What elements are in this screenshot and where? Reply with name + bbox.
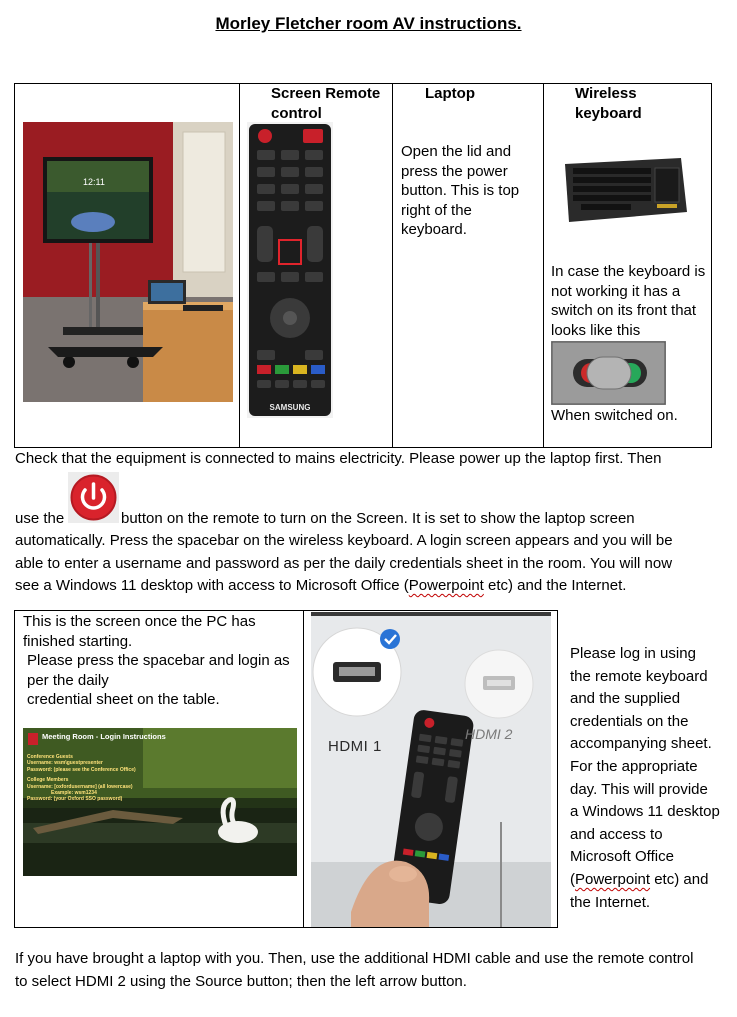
- spellcheck-word: Powerpoint: [408, 577, 484, 594]
- instructions-use-the: use the: [15, 510, 65, 527]
- svg-text:12:11: 12:11: [83, 177, 105, 187]
- login-side-text-b: [570, 756, 720, 914]
- login-line: Conference Guests: [27, 754, 73, 760]
- login-cell-line-1: This is the screen once the PC has finished starting.: [23, 613, 256, 650]
- login-screen-image: [23, 728, 297, 876]
- login-screen-details: [27, 754, 136, 803]
- instructions-line-5: [15, 576, 626, 596]
- login-side-text-a: Please log in using the remote keyboard and the supplied credentials on the accompanying sheet.: [570, 645, 712, 753]
- login-screen-title: Meeting Room - Login Instructions: [42, 732, 166, 741]
- instructions-line-2: button on the remote to turn on the Screen. It is set to show the laptop screen: [121, 510, 635, 527]
- login-cell-line-2: Please press the spacebar and login as per the daily: [27, 652, 290, 689]
- instructions-line-4: able to enter a username and password as per the daily credentials sheet in the room. You will now: [15, 555, 673, 572]
- keyboard-switch-image: [551, 341, 666, 405]
- final-instructions-line-2: to select HDMI 2 using the Source button; then the left arrow button.: [15, 973, 467, 990]
- login-line: Example: wsm1234: [51, 790, 97, 797]
- remote-brand-label: SAMSUNG: [269, 403, 311, 412]
- login-line: Password: (your Oxford SSO password): [27, 796, 123, 803]
- login-line: College Members: [27, 777, 69, 784]
- instructions-line-1: Check that the equipment is connected to mains electricity. Please power up the laptop first. Then: [15, 450, 662, 467]
- instructions-line-5-b: etc) and the Internet.: [483, 577, 627, 594]
- hdmi-source-photo: [311, 612, 551, 927]
- instructions-line-5-a: see a Windows 11 desktop with access to Microsoft Office (: [15, 577, 409, 594]
- table-divider: [239, 84, 240, 447]
- table-divider: [392, 84, 393, 447]
- login-line: Username: [oxfordusername] (all lowercase): [27, 783, 133, 790]
- table-divider: [543, 84, 544, 447]
- keyboard-switched-on-caption: When switched on.: [551, 407, 678, 424]
- login-side-text-b2: etc) and the Internet.: [570, 870, 709, 911]
- keyboard-switch-note: In case the keyboard is not working it has a switch on its front that looks like this: [551, 263, 706, 339]
- hdmi2-label: HDMI 2: [465, 726, 513, 742]
- login-cell-text: [23, 612, 298, 710]
- keyboard-header: Wireless keyboard: [575, 85, 642, 122]
- login-side-text: [570, 643, 720, 914]
- spellcheck-word: Powerpoint: [575, 870, 651, 888]
- page-title: Morley Fletcher room AV instructions.: [215, 14, 522, 33]
- table-divider: [303, 611, 304, 927]
- power-button-icon: [68, 472, 119, 523]
- login-line: Username: wsm\guestpresenter: [27, 760, 103, 767]
- screen-setup-photo: [23, 122, 233, 402]
- remote-header: Screen Remote control: [271, 85, 381, 122]
- laptop-instructions: Open the lid and press the power button. This is top right of the keyboard.: [401, 143, 520, 238]
- login-cell-line-3: credential sheet on the table.: [27, 691, 220, 708]
- login-side-text-b1: For the appropriate day. This will provide a Windows 11 desktop and access to Microsoft Office (: [570, 757, 720, 888]
- hdmi1-label: HDMI 1: [328, 738, 382, 755]
- equipment-table: [14, 83, 712, 448]
- final-instructions-line-1: If you have brought a laptop with you. Then, use the additional HDMI cable and use the remote control: [15, 950, 694, 967]
- instructions-line-3: automatically. Press the spacebar on the wireless keyboard. A login screen appears and you will be: [15, 532, 673, 549]
- remote-control-image: [247, 122, 333, 418]
- login-line: Password: (please see the Conference Office): [27, 766, 136, 773]
- laptop-header: Laptop: [425, 85, 475, 102]
- wireless-keyboard-image: [559, 154, 691, 230]
